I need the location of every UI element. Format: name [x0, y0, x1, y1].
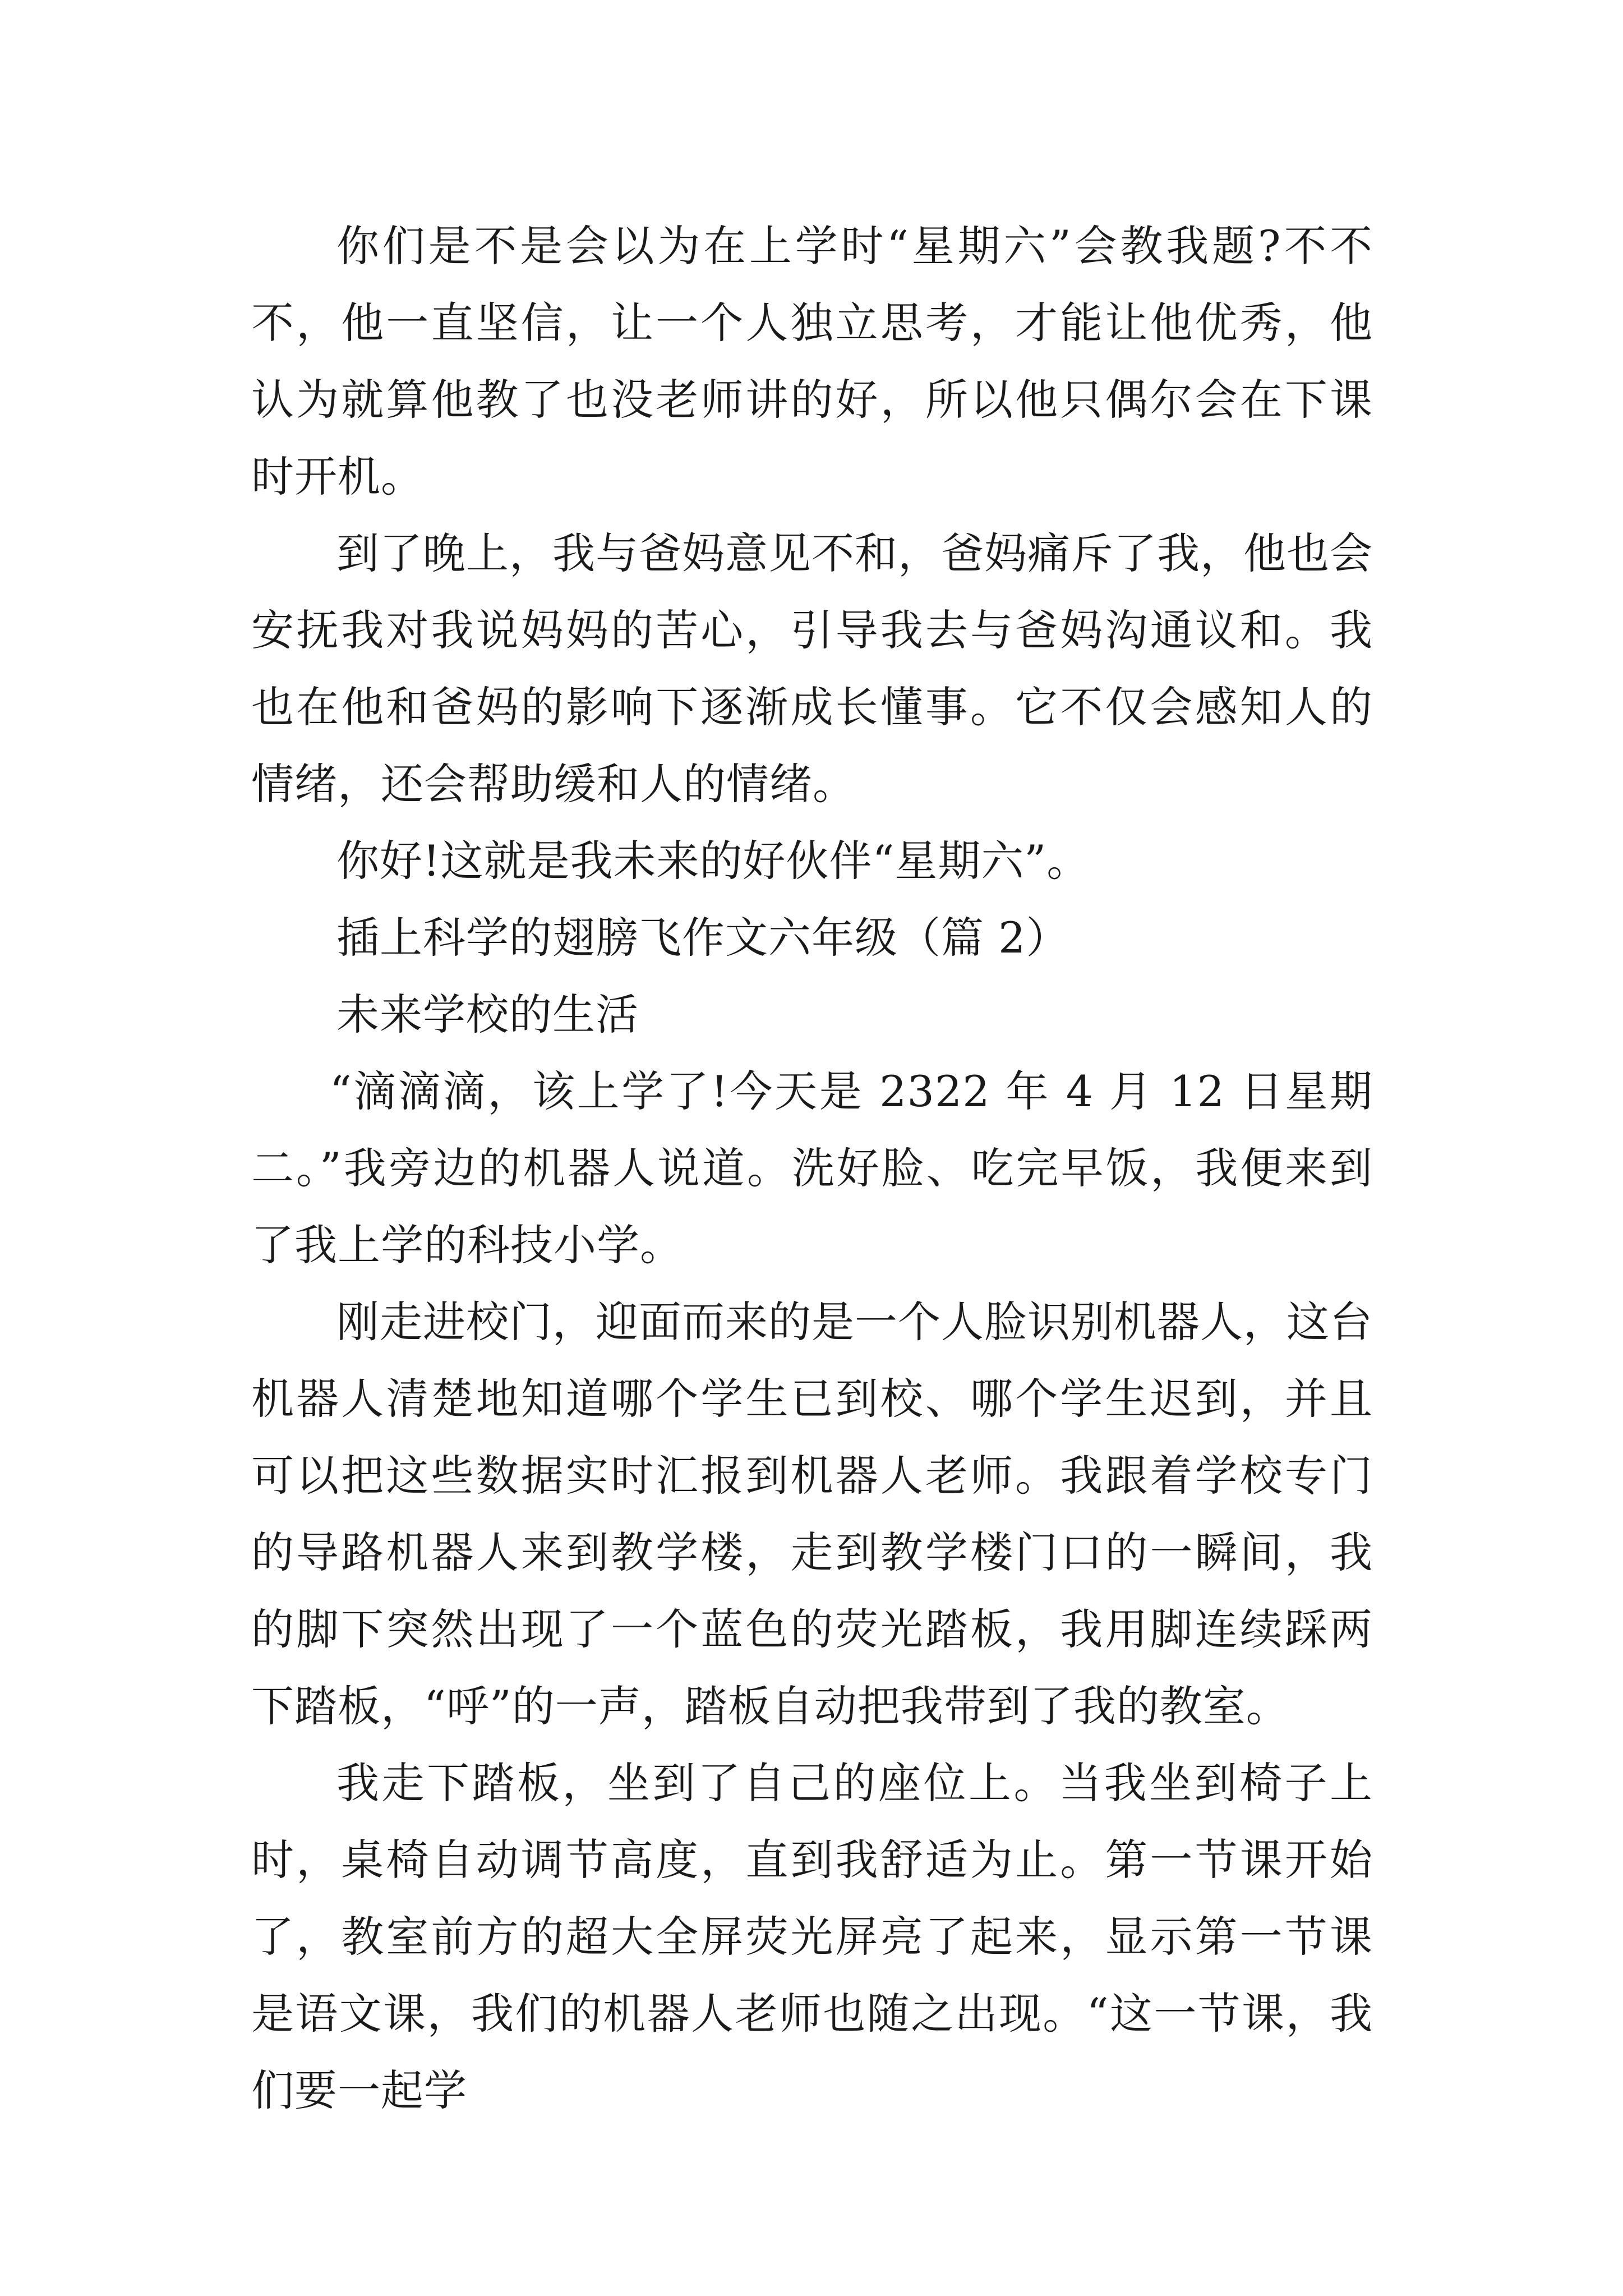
essay-title: 未来学校的生活 [336, 990, 639, 1039]
document-body [251, 208, 1373, 2129]
paragraph-5: 刚走进校门，迎面而来的是一个人脸识别机器人，这台机器人清楚地知道哪个学生已到校、哪个学生迟到，并且可以把这些数据实时汇报到机器人老师。我跟着学校专门的导路机器人来到教学楼，走到教学楼门口的一瞬间，我的脚下突然出现了一个蓝色的荧光踏板，我用脚连续踩两下踏板，“呼”的一声，踏板自动把我带到了我的教室。 [251, 1297, 1373, 1731]
essay-heading: 插上科学的翅膀飞作文六年级（篇 2） [336, 913, 1069, 963]
paragraph-1: 你们是不是会以为在上学时“星期六”会教我题?不不不，他一直坚信，让一个人独立思考，才能让他优秀，他认为就算他教了也没老师讲的好，所以他只偶尔会在下课时开机。 [251, 221, 1373, 501]
paragraph-2: 到了晚上，我与爸妈意见不和，爸妈痛斥了我，他也会安抚我对我说妈妈的苦心，引导我去与爸妈沟通议和。我也在他和爸妈的影响下逐渐成长懂事。它不仅会感知人的情绪，还会帮助缓和人的情绪。 [251, 528, 1373, 809]
paragraph-3: 你好!这就是我未来的好伙伴“星期六”。 [336, 836, 1090, 886]
paragraph-4: “滴滴滴，该上学了!今天是 2322 年 4 月 12 日星期二。”我旁边的机器人说道。洗好脸、吃完早饭，我便来到了我上学的科技小学。 [251, 1066, 1373, 1270]
paragraph-6: 我走下踏板，坐到了自己的座位上。当我坐到椅子上时，桌椅自动调节高度，直到我舒适为止。第一节课开始了，教室前方的超大全屏荧光屏亮了起来，显示第一节课是语文课，我们的机器人老师也随之出现。“这一节课，我们要一起学 [251, 1758, 1373, 2115]
